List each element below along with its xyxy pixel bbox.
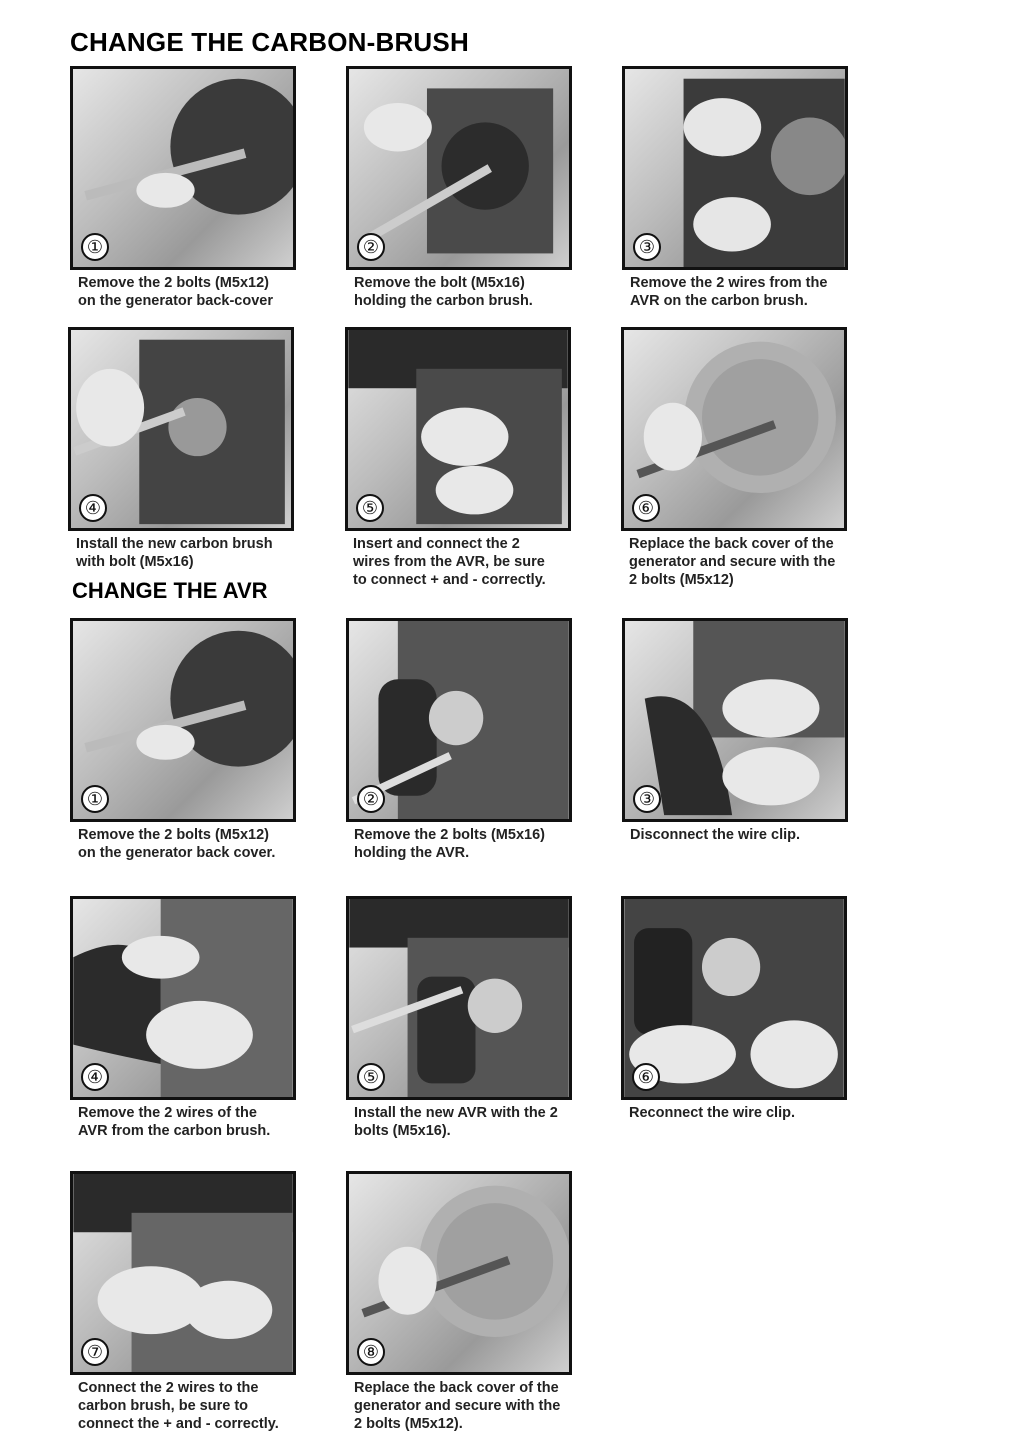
carbon-brush-bolt-photo: [349, 69, 569, 267]
step-caption: Insert and connect the 2 wires from the AVR, be sure to connect + and - correctly.: [353, 536, 546, 588]
step-caption: Install the new carbon brush with bolt (M5x16): [76, 536, 273, 570]
carbon-brush-step-4: [68, 327, 308, 571]
step-photo: [346, 618, 572, 822]
reconnect-clip-photo: [624, 899, 844, 1097]
step-number: ⑦: [81, 1338, 109, 1366]
wire-clip-photo: [625, 621, 845, 819]
step-number: ⑧: [357, 1338, 385, 1366]
step-photo: [622, 618, 848, 822]
step-photo: [70, 618, 296, 822]
step-caption: Remove the 2 wires from the AVR on the carbon brush.: [630, 275, 828, 309]
step-number: ②: [357, 785, 385, 813]
step-number: ⑤: [356, 494, 384, 522]
step-photo: [345, 327, 571, 531]
step-number: ①: [81, 233, 109, 261]
install-avr-photo: [349, 899, 569, 1097]
generator-cover-photo: [73, 69, 293, 267]
carbon-brush-heading: CHANGE THE CARBON-BRUSH: [70, 27, 469, 57]
step-photo: [346, 66, 572, 270]
step-caption: Remove the 2 bolts (M5x12) on the generator back-cover: [78, 275, 273, 309]
avr-bolts-photo: [349, 621, 569, 819]
step-number: ①: [81, 785, 109, 813]
generator-cover-photo: [73, 621, 293, 819]
step-caption: Connect the 2 wires to the carbon brush, be sure to connect the + and - correctly.: [78, 1380, 279, 1432]
step-number: ⑥: [632, 1063, 660, 1091]
step-caption: Replace the back cover of the generator and secure with the 2 bolts (M5x12).: [354, 1380, 561, 1432]
step-number: ②: [357, 233, 385, 261]
avr-step-8: [346, 1171, 586, 1433]
step-number: ③: [633, 233, 661, 261]
install-brush-photo: [71, 330, 291, 528]
carbon-brush-step-2: [346, 66, 586, 310]
step-number: ④: [79, 494, 107, 522]
step-photo: [621, 327, 847, 531]
avr-heading: CHANGE THE AVR: [72, 578, 268, 603]
avr-step-6: [621, 896, 861, 1122]
step-number: ⑤: [357, 1063, 385, 1091]
avr-wires-photo: [73, 899, 293, 1097]
step-caption: Remove the bolt (M5x16) holding the carbon brush.: [354, 275, 533, 309]
avr-step-4: [70, 896, 310, 1140]
wires-removal-photo: [625, 69, 845, 267]
step-caption: Disconnect the wire clip.: [630, 827, 801, 843]
carbon-brush-step-3: [622, 66, 862, 310]
step-caption: Remove the 2 bolts (M5x12) on the generator back cover.: [78, 827, 276, 861]
avr-step-2: [346, 618, 586, 862]
step-caption: Replace the back cover of the generator and secure with the 2 bolts (M5x12): [629, 536, 836, 588]
step-photo: [346, 896, 572, 1100]
step-photo: [70, 1171, 296, 1375]
step-number: ⑥: [632, 494, 660, 522]
replace-cover-photo: [349, 1174, 569, 1372]
step-photo: [70, 896, 296, 1100]
step-photo: [70, 66, 296, 270]
avr-step-7: [70, 1171, 310, 1433]
step-number: ③: [633, 785, 661, 813]
step-caption: Install the new AVR with the 2 bolts (M5x16).: [354, 1105, 558, 1139]
step-caption: Remove the 2 bolts (M5x16) holding the AVR.: [354, 827, 545, 861]
step-photo: [621, 896, 847, 1100]
step-photo: [68, 327, 294, 531]
connect-wires-brush-photo: [73, 1174, 293, 1372]
avr-step-3: [622, 618, 862, 844]
carbon-brush-step-1: [70, 66, 310, 310]
avr-step-5: [346, 896, 586, 1140]
replace-cover-photo: [624, 330, 844, 528]
step-photo: [622, 66, 848, 270]
connect-wires-photo: [348, 330, 568, 528]
avr-step-1: [70, 618, 310, 862]
carbon-brush-step-5: [345, 327, 585, 589]
step-photo: [346, 1171, 572, 1375]
step-caption: Reconnect the wire clip.: [629, 1105, 795, 1121]
carbon-brush-step-6: [621, 327, 861, 589]
step-caption: Remove the 2 wires of the AVR from the carbon brush.: [78, 1105, 271, 1139]
step-number: ④: [81, 1063, 109, 1091]
